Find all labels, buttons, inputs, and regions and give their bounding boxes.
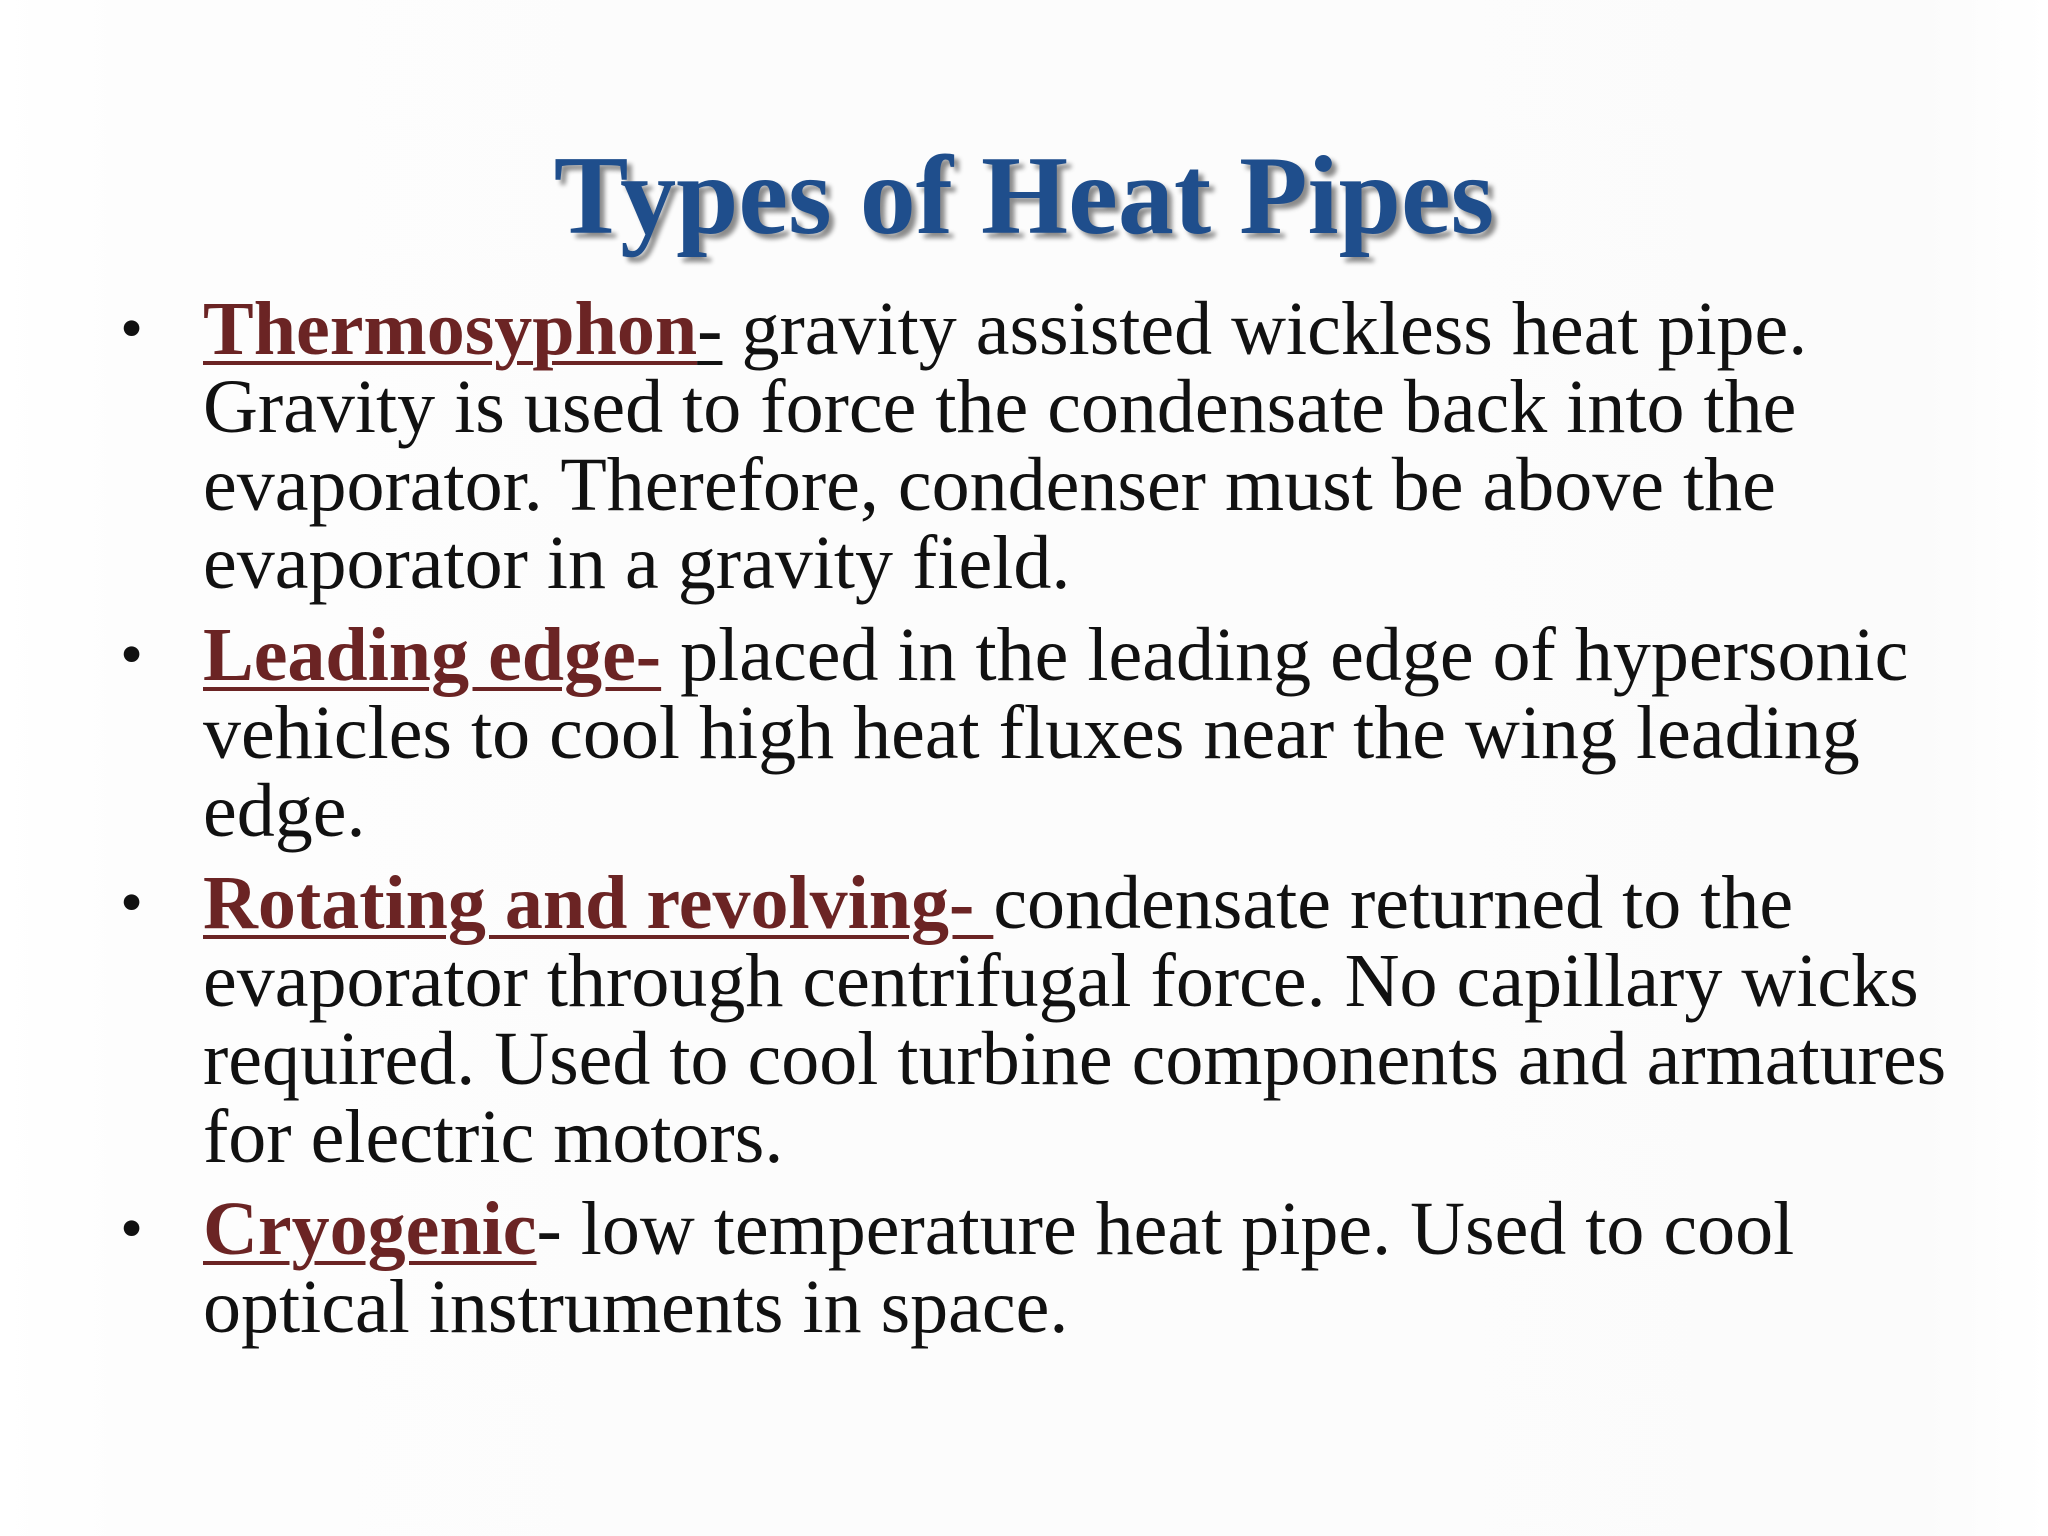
bullet-icon: • <box>120 618 144 691</box>
description-thermosyphon: gravity assisted wickless heat pipe. Gravity is used to force the condensate back into the evaporator. Therefore, condenser must be above the evaporator in a gravity field. <box>203 287 1808 605</box>
term-rotating-revolving: Rotating and revolving- <box>203 861 994 945</box>
description-cryogenic: low temperature heat pipe. Used to cool optical instruments in space. <box>203 1187 1795 1349</box>
term-cryogenic: Cryogenic <box>203 1187 537 1271</box>
bullet-list <box>118 287 1948 1360</box>
bullet-item-rotating-revolving <box>118 861 1948 1179</box>
bullet-icon: • <box>120 866 144 939</box>
description-rotating-revolving: condensate returned to the evaporator through centrifugal force. No capillary wicks required. Used to cool turbine components and armatures for electric motors. <box>203 861 1947 1179</box>
bullet-icon: • <box>120 292 144 365</box>
term-leading-edge: Leading edge- <box>203 613 662 697</box>
term-thermosyphon: Thermosyphon <box>203 287 698 371</box>
bullet-item-leading-edge <box>118 613 1948 853</box>
bullet-icon: • <box>120 1192 144 1265</box>
description-leading-edge: placed in the leading edge of hypersonic vehicles to cool high heat fluxes near the wing leading edge. <box>203 613 1909 853</box>
bullet-item-thermosyphon <box>118 287 1948 605</box>
bullet-item-cryogenic <box>118 1187 1948 1349</box>
term-separator: - <box>536 1187 562 1271</box>
term-separator: - <box>697 287 723 371</box>
slide-title: Types of Heat Pipes <box>553 134 1495 258</box>
